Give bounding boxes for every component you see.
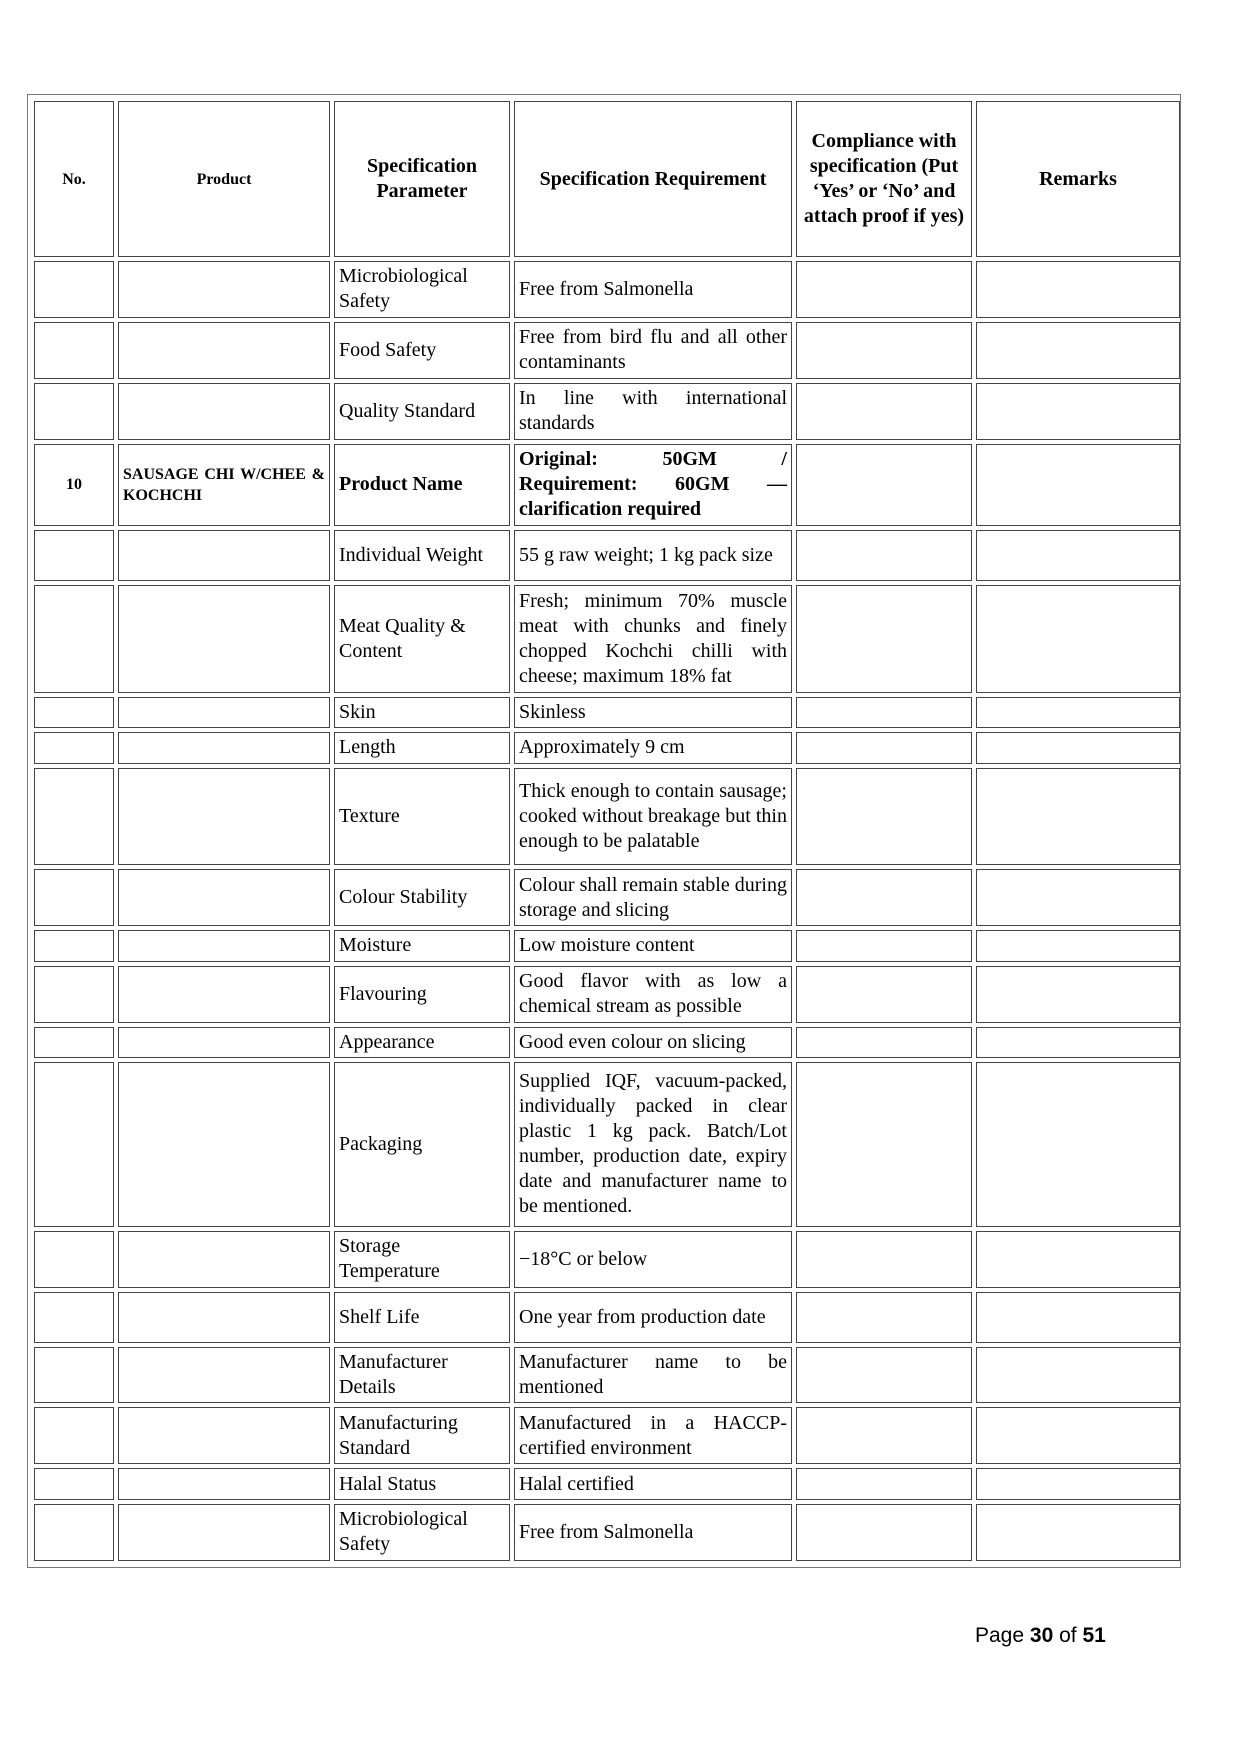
product-cell bbox=[118, 1027, 330, 1059]
requirement-cell: Fresh; minimum 70% muscle meat with chunks and finely chopped Kochchi chilli with cheese; maximum 18% fat bbox=[514, 585, 792, 693]
table-row bbox=[34, 1292, 1180, 1343]
row-number-cell bbox=[34, 732, 114, 764]
parameter-cell: Colour Stability bbox=[334, 869, 510, 926]
page-footer bbox=[975, 1624, 1106, 1648]
product-cell bbox=[118, 1292, 330, 1343]
product-cell bbox=[118, 966, 330, 1023]
row-number-cell bbox=[34, 530, 114, 581]
parameter-cell: Manufacturer Details bbox=[334, 1347, 510, 1404]
of-label: of bbox=[1059, 1624, 1077, 1647]
remarks-cell bbox=[976, 383, 1180, 440]
parameter-cell: Food Safety bbox=[334, 322, 510, 379]
remarks-cell bbox=[976, 322, 1180, 379]
parameter-cell: Length bbox=[334, 732, 510, 764]
product-cell bbox=[118, 530, 330, 581]
remarks-cell bbox=[976, 1407, 1180, 1464]
remarks-cell bbox=[976, 530, 1180, 581]
row-number-cell bbox=[34, 1347, 114, 1404]
header-requirement: Specification Requirement bbox=[514, 101, 792, 257]
parameter-cell: Appearance bbox=[334, 1027, 510, 1059]
remarks-cell bbox=[976, 1468, 1180, 1500]
parameter-cell: Product Name bbox=[334, 444, 510, 526]
row-number-cell bbox=[34, 930, 114, 962]
compliance-cell bbox=[796, 1347, 972, 1404]
header-remarks: Remarks bbox=[976, 101, 1180, 257]
compliance-cell bbox=[796, 697, 972, 729]
compliance-cell bbox=[796, 322, 972, 379]
product-cell bbox=[118, 930, 330, 962]
parameter-cell: Meat Quality & Content bbox=[334, 585, 510, 693]
product-cell bbox=[118, 732, 330, 764]
compliance-cell bbox=[796, 768, 972, 866]
compliance-cell bbox=[796, 585, 972, 693]
remarks-cell bbox=[976, 966, 1180, 1023]
product-cell bbox=[118, 768, 330, 866]
requirement-cell: Original: 50GM / Requirement: 60GM — clarification required bbox=[514, 444, 792, 526]
row-number-cell bbox=[34, 383, 114, 440]
parameter-cell: Skin bbox=[334, 697, 510, 729]
product-cell bbox=[118, 322, 330, 379]
parameter-cell: Individual Weight bbox=[334, 530, 510, 581]
product-cell bbox=[118, 697, 330, 729]
product-cell bbox=[118, 1504, 330, 1561]
remarks-cell bbox=[976, 1027, 1180, 1059]
remarks-cell bbox=[976, 1231, 1180, 1288]
table-row bbox=[34, 383, 1180, 440]
requirement-cell: −18°C or below bbox=[514, 1231, 792, 1288]
table-row bbox=[34, 1062, 1180, 1227]
requirement-cell: Good even colour on slicing bbox=[514, 1027, 792, 1059]
compliance-cell bbox=[796, 966, 972, 1023]
remarks-cell bbox=[976, 1504, 1180, 1561]
table-row bbox=[34, 930, 1180, 962]
remarks-cell bbox=[976, 1292, 1180, 1343]
product-cell bbox=[118, 1468, 330, 1500]
requirement-cell: Low moisture content bbox=[514, 930, 792, 962]
requirement-cell: In line with international standards bbox=[514, 383, 792, 440]
requirement-cell: Thick enough to contain sausage; cooked without breakage but thin enough to be palatable bbox=[514, 768, 792, 866]
table-row bbox=[34, 261, 1180, 318]
table-row bbox=[34, 1468, 1180, 1500]
table-row bbox=[34, 768, 1180, 866]
row-number-cell: 10 bbox=[34, 444, 114, 526]
remarks-cell bbox=[976, 768, 1180, 866]
table-row bbox=[34, 869, 1180, 926]
remarks-cell bbox=[976, 1347, 1180, 1404]
parameter-cell: Microbiological Safety bbox=[334, 261, 510, 318]
row-number-cell bbox=[34, 1027, 114, 1059]
parameter-cell: Storage Temperature bbox=[334, 1231, 510, 1288]
compliance-cell bbox=[796, 261, 972, 318]
compliance-cell bbox=[796, 869, 972, 926]
requirement-cell: Manufactured in a HACCP-certified environment bbox=[514, 1407, 792, 1464]
remarks-cell bbox=[976, 444, 1180, 526]
row-number-cell bbox=[34, 768, 114, 866]
table-row bbox=[34, 697, 1180, 729]
row-number-cell bbox=[34, 966, 114, 1023]
table-row bbox=[34, 1347, 1180, 1404]
product-cell bbox=[118, 1407, 330, 1464]
table-body bbox=[34, 261, 1180, 1561]
table-row bbox=[34, 530, 1180, 581]
parameter-cell: Microbiological Safety bbox=[334, 1504, 510, 1561]
parameter-cell: Moisture bbox=[334, 930, 510, 962]
row-number-cell bbox=[34, 1231, 114, 1288]
row-number-cell bbox=[34, 1292, 114, 1343]
parameter-cell: Packaging bbox=[334, 1062, 510, 1227]
remarks-cell bbox=[976, 585, 1180, 693]
remarks-cell bbox=[976, 697, 1180, 729]
row-number-cell bbox=[34, 1504, 114, 1561]
page-label: Page bbox=[975, 1624, 1025, 1647]
compliance-cell bbox=[796, 1407, 972, 1464]
table-row bbox=[34, 585, 1180, 693]
requirement-cell: Free from Salmonella bbox=[514, 261, 792, 318]
page-number: 30 bbox=[1029, 1624, 1054, 1647]
requirement-cell: Skinless bbox=[514, 697, 792, 729]
parameter-cell: Shelf Life bbox=[334, 1292, 510, 1343]
row-number-cell bbox=[34, 869, 114, 926]
parameter-cell: Halal Status bbox=[334, 1468, 510, 1500]
product-cell bbox=[118, 1231, 330, 1288]
requirement-cell: Free from Salmonella bbox=[514, 1504, 792, 1561]
header-parameter: Specification Parameter bbox=[334, 101, 510, 257]
requirement-cell: Supplied IQF, vacuum-packed, individually packed in clear plastic 1 kg pack. Batch/Lot number, production date, expiry date and manufacturer name to be mentioned. bbox=[514, 1062, 792, 1227]
compliance-cell bbox=[796, 444, 972, 526]
parameter-cell: Texture bbox=[334, 768, 510, 866]
requirement-cell: Free from bird flu and all other contaminants bbox=[514, 322, 792, 379]
specification-table-frame bbox=[27, 94, 1181, 1568]
table-row bbox=[34, 444, 1180, 526]
table-row bbox=[34, 1504, 1180, 1561]
requirement-cell: Manufacturer name to be mentioned bbox=[514, 1347, 792, 1404]
row-number-cell bbox=[34, 1407, 114, 1464]
table-row bbox=[34, 966, 1180, 1023]
compliance-cell bbox=[796, 1231, 972, 1288]
product-cell bbox=[118, 585, 330, 693]
compliance-cell bbox=[796, 1468, 972, 1500]
product-cell: SAUSAGE CHI W/CHEE & KOCHCHI bbox=[118, 444, 330, 526]
product-cell bbox=[118, 869, 330, 926]
table-header-row bbox=[34, 101, 1180, 257]
requirement-cell: Colour shall remain stable during storage and slicing bbox=[514, 869, 792, 926]
compliance-cell bbox=[796, 530, 972, 581]
product-cell bbox=[118, 383, 330, 440]
compliance-cell bbox=[796, 1062, 972, 1227]
remarks-cell bbox=[976, 930, 1180, 962]
table-row bbox=[34, 1231, 1180, 1288]
requirement-cell: 55 g raw weight; 1 kg pack size bbox=[514, 530, 792, 581]
requirement-cell: Approximately 9 cm bbox=[514, 732, 792, 764]
compliance-cell bbox=[796, 732, 972, 764]
parameter-cell: Manufacturing Standard bbox=[334, 1407, 510, 1464]
row-number-cell bbox=[34, 697, 114, 729]
row-number-cell bbox=[34, 261, 114, 318]
compliance-cell bbox=[796, 1292, 972, 1343]
product-cell bbox=[118, 1347, 330, 1404]
row-number-cell bbox=[34, 585, 114, 693]
compliance-cell bbox=[796, 383, 972, 440]
specification-table bbox=[30, 97, 1184, 1565]
product-cell bbox=[118, 1062, 330, 1227]
table-row bbox=[34, 322, 1180, 379]
parameter-cell: Flavouring bbox=[334, 966, 510, 1023]
header-no: No. bbox=[34, 101, 114, 257]
row-number-cell bbox=[34, 1062, 114, 1227]
product-cell bbox=[118, 261, 330, 318]
compliance-cell bbox=[796, 1027, 972, 1059]
table-row bbox=[34, 1027, 1180, 1059]
header-compliance: Compliance with specification (Put ‘Yes’ or ‘No’ and attach proof if yes) bbox=[796, 101, 972, 257]
row-number-cell bbox=[34, 322, 114, 379]
parameter-cell: Quality Standard bbox=[334, 383, 510, 440]
header-product: Product bbox=[118, 101, 330, 257]
table-row bbox=[34, 732, 1180, 764]
requirement-cell: Halal certified bbox=[514, 1468, 792, 1500]
compliance-cell bbox=[796, 1504, 972, 1561]
table-row bbox=[34, 1407, 1180, 1464]
requirement-cell: Good flavor with as low a chemical stream as possible bbox=[514, 966, 792, 1023]
compliance-cell bbox=[796, 930, 972, 962]
remarks-cell bbox=[976, 261, 1180, 318]
remarks-cell bbox=[976, 732, 1180, 764]
remarks-cell bbox=[976, 869, 1180, 926]
remarks-cell bbox=[976, 1062, 1180, 1227]
requirement-cell: One year from production date bbox=[514, 1292, 792, 1343]
row-number-cell bbox=[34, 1468, 114, 1500]
page-total: 51 bbox=[1082, 1624, 1106, 1647]
